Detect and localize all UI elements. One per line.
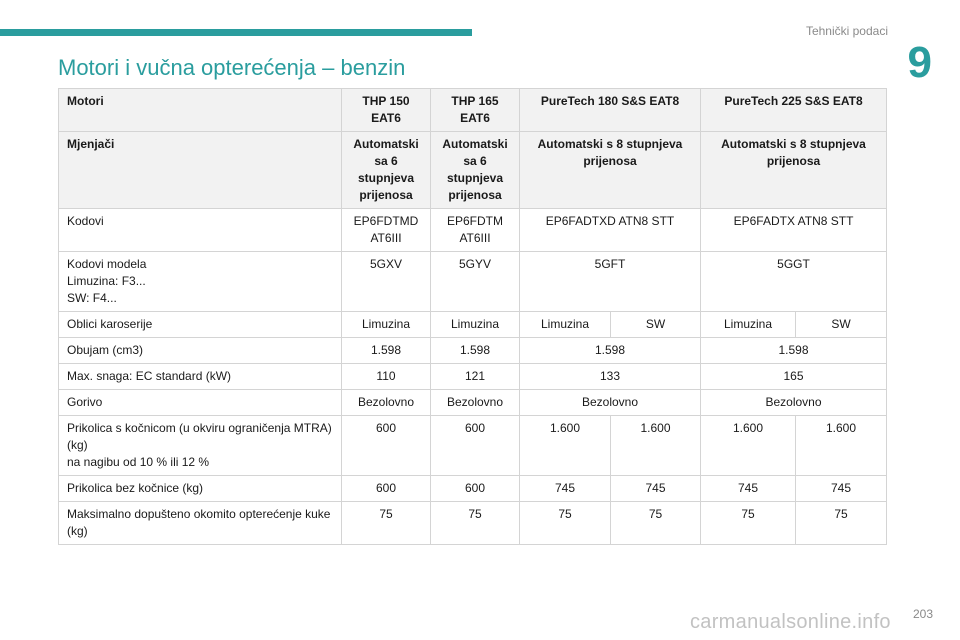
page-number: 203: [912, 607, 933, 621]
code-cell: EP6FADTX ATN8 STT: [701, 209, 887, 252]
unbraked-trailer-cell: 745: [701, 476, 796, 502]
body-type-cell: Limuzina: [431, 312, 520, 338]
gearbox-cell: Automatski s 8 stupnjeva prijenosa: [701, 132, 887, 209]
engine-puretech180: PureTech 180 S&S EAT8: [520, 89, 701, 132]
row-label-nose-weight: Maksimalno dopušteno okomito opterećenje kuke (kg): [59, 502, 342, 545]
row-label-unbraked-trailer: Prikolica bez kočnice (kg): [59, 476, 342, 502]
row-label-fuel: Gorivo: [59, 390, 342, 416]
model-code-cell: 5GXV: [342, 252, 431, 312]
braked-trailer-cell: 1.600: [611, 416, 701, 476]
table-row-codes: [59, 209, 887, 252]
nose-weight-cell: 75: [701, 502, 796, 545]
braked-trailer-cell: 1.600: [520, 416, 611, 476]
power-cell: 165: [701, 364, 887, 390]
table-row-braked-trailer: [59, 416, 887, 476]
nose-weight-cell: 75: [342, 502, 431, 545]
engine-thp165: THP 165 EAT6: [431, 89, 520, 132]
unbraked-trailer-cell: 745: [796, 476, 887, 502]
code-cell: EP6FDTM AT6III: [431, 209, 520, 252]
row-label-codes: Kodovi: [59, 209, 342, 252]
fuel-cell: Bezolovno: [520, 390, 701, 416]
row-label-engines: Motori: [59, 89, 342, 132]
braked-trailer-cell: 600: [342, 416, 431, 476]
row-label-body-types: Oblici karoserije: [59, 312, 342, 338]
unbraked-trailer-cell: 745: [611, 476, 701, 502]
table-row-engines: [59, 89, 887, 132]
fuel-cell: Bezolovno: [431, 390, 520, 416]
model-code-cell: 5GYV: [431, 252, 520, 312]
table-row-body-types: [59, 312, 887, 338]
power-cell: 121: [431, 364, 520, 390]
row-label-displacement: Obujam (cm3): [59, 338, 342, 364]
power-cell: 110: [342, 364, 431, 390]
braked-trailer-cell: 1.600: [701, 416, 796, 476]
fuel-cell: Bezolovno: [342, 390, 431, 416]
body-type-cell: Limuzina: [520, 312, 611, 338]
nose-weight-cell: 75: [520, 502, 611, 545]
displacement-cell: 1.598: [431, 338, 520, 364]
model-code-cell: 5GFT: [520, 252, 701, 312]
table-row-fuel: [59, 390, 887, 416]
unbraked-trailer-cell: 745: [520, 476, 611, 502]
braked-trailer-cell: 1.600: [796, 416, 887, 476]
table-row-model-codes: [59, 252, 887, 312]
unbraked-trailer-cell: 600: [342, 476, 431, 502]
body-type-cell: SW: [611, 312, 701, 338]
nose-weight-cell: 75: [796, 502, 887, 545]
engine-thp150: THP 150 EAT6: [342, 89, 431, 132]
code-cell: EP6FADTXD ATN8 STT: [520, 209, 701, 252]
fuel-cell: Bezolovno: [701, 390, 887, 416]
table-row-gearbox: [59, 132, 887, 209]
body-type-cell: SW: [796, 312, 887, 338]
nose-weight-cell: 75: [431, 502, 520, 545]
body-type-cell: Limuzina: [342, 312, 431, 338]
displacement-cell: 1.598: [342, 338, 431, 364]
code-cell: EP6FDTMD AT6III: [342, 209, 431, 252]
model-code-cell: 5GGT: [701, 252, 887, 312]
displacement-cell: 1.598: [701, 338, 887, 364]
unbraked-trailer-cell: 600: [431, 476, 520, 502]
gearbox-cell: Automatski s 8 stupnjeva prijenosa: [520, 132, 701, 209]
engine-spec-table: [58, 88, 887, 545]
power-cell: 133: [520, 364, 701, 390]
top-accent-bar: [0, 29, 472, 36]
nose-weight-cell: 75: [611, 502, 701, 545]
table-row-power: [59, 364, 887, 390]
table-row-unbraked-trailer: [59, 476, 887, 502]
watermark: carmanualsonline.info: [690, 611, 891, 633]
gearbox-cell: Automatski sa 6 stupnjeva prijenosa: [342, 132, 431, 209]
page-title: Motori i vučna opterećenja – benzin: [58, 55, 406, 80]
engine-puretech225: PureTech 225 S&S EAT8: [701, 89, 887, 132]
table-row-nose-weight: [59, 502, 887, 545]
section-label: Tehnički podaci: [805, 24, 888, 38]
braked-trailer-cell: 600: [431, 416, 520, 476]
chapter-number: 9: [907, 38, 932, 87]
row-label-model-codes: Kodovi modela Limuzina: F3... SW: F4...: [59, 252, 342, 312]
row-label-power: Max. snaga: EC standard (kW): [59, 364, 342, 390]
table-row-displacement: [59, 338, 887, 364]
gearbox-cell: Automatski sa 6 stupnjeva prijenosa: [431, 132, 520, 209]
row-label-gearbox: Mjenjači: [59, 132, 342, 209]
row-label-braked-trailer: Prikolica s kočnicom (u okviru ograničenja MTRA) (kg) na nagibu od 10 % ili 12 %: [59, 416, 342, 476]
displacement-cell: 1.598: [520, 338, 701, 364]
body-type-cell: Limuzina: [701, 312, 796, 338]
